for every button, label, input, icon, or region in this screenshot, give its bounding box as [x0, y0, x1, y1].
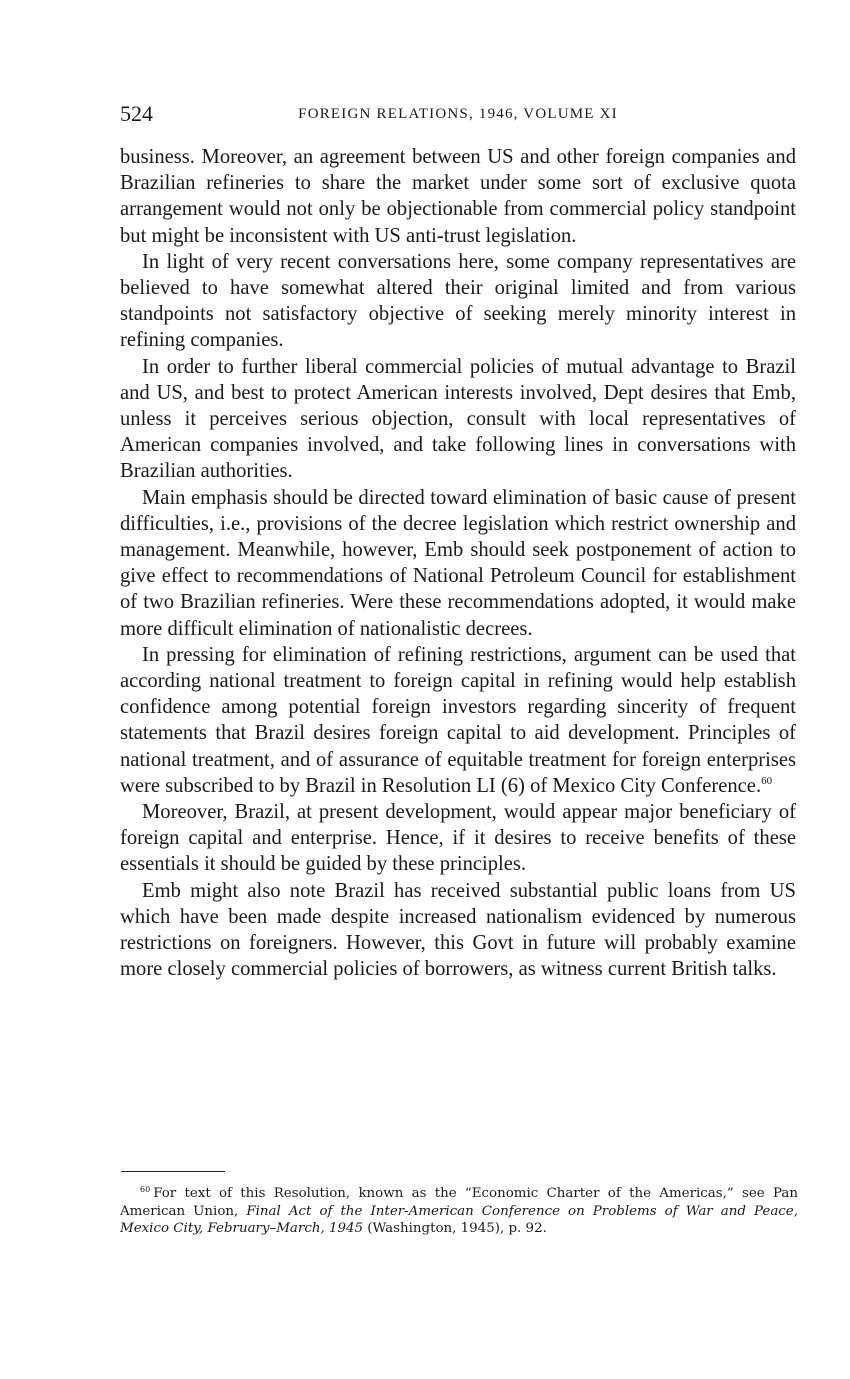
paragraph-1: business. Moreover, an agreement between US and other foreign companies and Brazilian refineries to share the market under some sort of exclusive quota arrangement would not only be objectionable from commercial policy standpoint but might be inconsistent with US anti-trust legislation.: [120, 146, 796, 247]
footnote-divider: [121, 1171, 225, 1172]
page-header: [120, 100, 796, 128]
footnote: [120, 1185, 798, 1238]
paragraph-5: [120, 642, 796, 799]
paragraph-2: In light of very recent conversations here, some company representatives are believed to have somewhat altered their original limited and from various standpoints not satisfactory objective of seeking merely minority interest in refining companies.: [120, 250, 796, 352]
paragraph-5-text: In pressing for elimination of refining restrictions, argument can be used that according national treatment to foreign capital in refining would help establish confidence among potential foreign investors regarding sincerity of frequent statements that Brazil desires foreign capital to aid development. Principles of national treatment, and of assurance of equitable treatment for foreign enterprises were subscribed to by Brazil in Resolution LI (6) of Mexico City Conference.: [120, 643, 796, 797]
page-number: 524: [120, 101, 153, 126]
paragraph-3: In order to further liberal commercial policies of mutual advantage to Brazil and US, and best to protect American interests involved, Dept desires that Emb, unless it perceives serious objection, consult with local representatives of American companies involved, and take following lines in conversations with Brazilian authorities.: [120, 355, 796, 483]
footnote-title: Final Act of the Inter-American Conference on Problems of War and Peace, Mexico City, February–March, 1945: [120, 1203, 798, 1237]
paragraph-6: Moreover, Brazil, at present development, would appear major beneficiary of foreign capital and enterprise. Hence, if it desires to receive benefits of these essentials it should be guided by these principles.: [120, 801, 796, 876]
main-text: [120, 144, 796, 983]
footnote-text-start: For text of this Resolution, known as the “Economic Charter of the Americas,” see Pan American Union,: [120, 1186, 798, 1219]
footnote-text-end: (Washington, 1945), p. 92.: [367, 1221, 547, 1237]
footnote-marker: 60: [140, 1184, 151, 1194]
paragraph-7: Emb might also note Brazil has received substantial public loans from US which have been made despite increased nationalism evidenced by numerous restrictions on foreigners. However, this Govt in future will probably examine more closely commercial policies of borrowers, as witness current British talks.: [120, 879, 796, 981]
footnote-reference[interactable]: 60: [761, 775, 773, 788]
running-title: FOREIGN RELATIONS, 1946, VOLUME XI: [298, 106, 618, 122]
paragraph-4: Main emphasis should be directed toward elimination of basic cause of present difficulties, i.e., provisions of the decree legislation which restrict ownership and management. Meanwhile, however, Emb should seek postponement of action to give effect to recommendations of National Petroleum Council for establishment of two Brazilian refineries. Were these recommendations adopted, it would make more difficult elimination of nationalistic decrees.: [120, 486, 796, 640]
